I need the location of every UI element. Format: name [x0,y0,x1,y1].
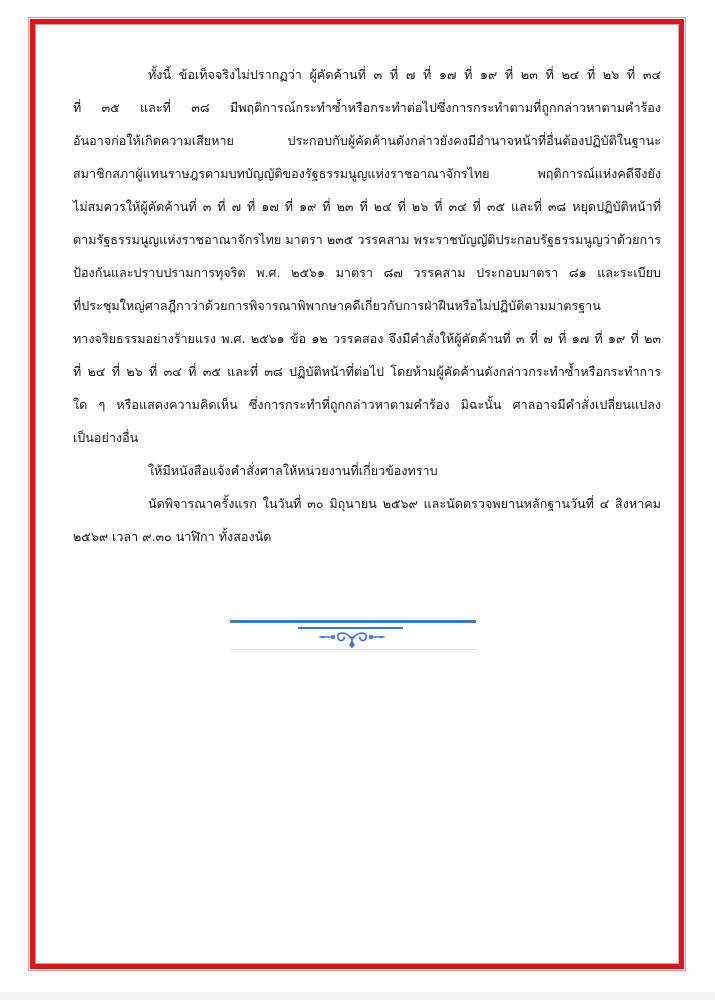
text-line: อันอาจก่อให้เกิดความเสียหาย ประกอบกับผู้คัดค้านดังกล่าวยังคงมีอำนาจหน้าที่อื่นต้องปฏิบัติในฐานะ [73,133,661,148]
text-line: สมาชิกสภาผู้แทนราษฎรตามบทบัญญัติของรัฐธรรมนูญแห่งราชอาณาจักรไทย พฤติการณ์แห่งคดีจึงยัง [73,166,661,181]
viewer-bottom-band [0,992,715,1000]
text-line: ให้มีหนังสือแจ้งคำสั่งศาลให้หน่วยงานที่เกี่ยวข้องทราบ [148,463,438,478]
text-line: ป้องกันและปราบปรามการทุจริต พ.ศ. ๒๕๖๑ มาตรา ๘๗ วรรคสาม ประกอบมาตรา ๘๑ และระเบียบ [73,265,661,280]
paragraph-main-order [73,58,661,454]
decorative-divider [230,614,476,654]
paragraph-hearing-schedule [73,487,661,553]
text-line: ทั้งนี้ ข้อเท็จจริงไม่ปรากฏว่า ผู้คัดค้านที่ ๓ ที่ ๗ ที่ ๑๗ ที่ ๑๙ ที่ ๒๓ ที่ ๒๔ ที่ ๒๖ ที่ ๓๔ [148,67,661,82]
text-line: ที่ประชุมใหญ่ศาลฎีกาว่าด้วยการพิจารณาพิพากษาคดีเกี่ยวกับการฝ่าฝืนหรือไม่ปฏิบัติตามมาตรฐาน [73,298,601,313]
text-line: ตามรัฐธรรมนูญแห่งราชอาณาจักรไทย มาตรา ๒๓๕ วรรคสาม พระราชบัญญัติประกอบรัฐธรรมนูญว่าด้วยการ [73,232,661,247]
text-line: นัดพิจารณาครั้งแรก ในวันที่ ๓๐ มิถุนายน ๒๕๖๙ และนัดตรวจพยานหลักฐานวันที่ ๔ สิงหาคม [148,496,661,511]
flourish-icon [318,629,386,649]
divider-line-top [230,620,476,623]
text-line: เป็นอย่างอื่น [73,430,139,445]
text-line: ที่ ๓๕ และที่ ๓๘ มีพฤติการณ์กระทำซ้ำหรือกระทำต่อไปซึ่งการกระทำตามที่ถูกกล่าวหาตามคำร้อง [73,100,661,115]
divider-shadow [230,649,476,650]
text-line: ใด ๆ หรือแสดงความคิดเห็น ซึ่งการกระทำที่ถูกกล่าวหาตามคำร้อง มิฉะนั้น ศาลอาจมีคำสั่งเปลี่ยนแปลง [73,397,661,412]
document-body [73,58,661,553]
text-line: ที่ ๒๔ ที่ ๒๖ ที่ ๓๔ ที่ ๓๕ และที่ ๓๘ ปฏิบัติหน้าที่ต่อไป โดยห้ามผู้คัดค้านดังกล่าวกระทำซ้ำหรือกระทำการ [73,364,661,379]
paragraph-notify-agencies [73,454,661,487]
text-line: ไม่สมควรให้ผู้คัดค้านที่ ๓ ที่ ๗ ที่ ๑๗ ที่ ๑๙ ที่ ๒๓ ที่ ๒๔ ที่ ๒๖ ที่ ๓๔ ที่ ๓๕ และที่ ๓๘ หยุดปฏิบัติหน้าที่ [73,199,661,214]
text-line: ๒๕๖๙ เวลา ๙.๓๐ นาฬิกา ทั้งสองนัด [73,529,272,544]
text-line: ทางจริยธรรมอย่างร้ายแรง พ.ศ. ๒๕๖๑ ข้อ ๑๒ วรรคสอง จึงมีคำสั่งให้ผู้คัดค้านที่ ๓ ที่ ๗ ที่ ๑๗ ที่ ๑๙ ที่ ๒๓ [73,331,661,346]
